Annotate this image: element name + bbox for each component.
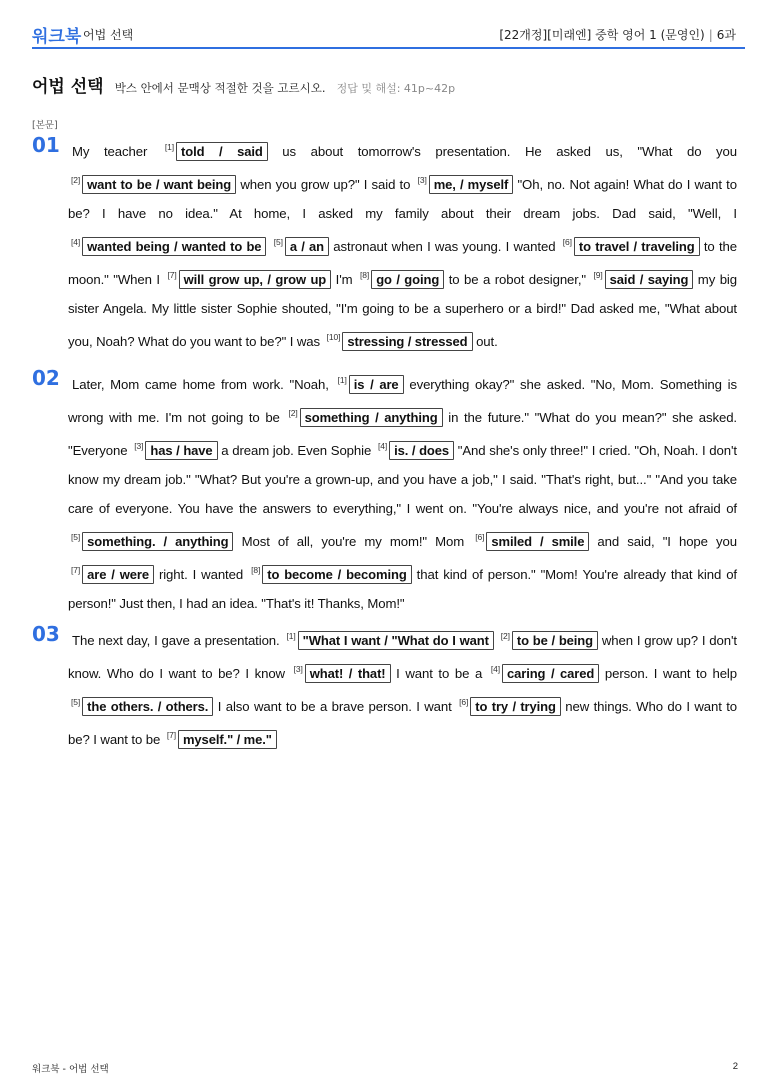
text-run: Later, Mom came home from work. "Noah,: [72, 377, 335, 392]
blank-number: [3]: [417, 175, 427, 185]
blank-number: [2]: [71, 175, 81, 185]
text-run: my big sister Angela. My little sister Sophie shouted, "I'm going to be a superhero or a bird!" Dad asked me, "What about you, Noah? What do you want to be?" I was: [68, 272, 737, 349]
text-run: My teacher: [72, 144, 162, 159]
page-header: [0, 0, 768, 50]
choice-box[interactable]: to try / trying: [470, 697, 561, 716]
brand-title: 워크북: [32, 27, 82, 47]
text-run: when you grow up?" I said to: [236, 177, 415, 192]
blank-number: [5]: [71, 697, 81, 707]
blank-number: [3]: [293, 664, 303, 674]
choice-box[interactable]: will grow up, / grow up: [179, 270, 332, 289]
choice-box[interactable]: are / were: [82, 565, 154, 584]
text-run: I also want to be a brave person. I want: [213, 699, 457, 714]
header-divider: [32, 47, 745, 49]
blank-number: [5]: [71, 532, 81, 542]
blank-number: [9]: [593, 270, 603, 280]
choice-box[interactable]: want to be / want being: [82, 175, 236, 194]
text-run: us about tomorrow's presentation. He asked us, "What do you: [267, 144, 737, 159]
text-run: The next day, I gave a presentation.: [72, 633, 284, 648]
text-run: I'm: [331, 272, 358, 287]
blank-number: [4]: [71, 237, 81, 247]
choice-box[interactable]: to be / being: [512, 631, 598, 650]
blank-number: [10]: [326, 332, 341, 342]
text-run: person. I want to help: [599, 666, 737, 681]
instruction-text: 박스 안에서 문맥상 적절한 것을 고르시오.: [114, 81, 326, 95]
passage: [68, 133, 737, 356]
choice-box[interactable]: stressing / stressed: [342, 332, 472, 351]
blank-number: [4]: [490, 664, 500, 674]
text-run: [266, 239, 270, 254]
passage: [68, 366, 737, 618]
choice-box[interactable]: has / have: [145, 441, 217, 460]
blank-number: [3]: [134, 441, 144, 451]
text-run: in the future." "What do you mean?" she asked. "Everyone: [68, 410, 737, 458]
choice-box[interactable]: go / going: [371, 270, 444, 289]
text-run: right. I wanted: [153, 567, 249, 582]
text-run: [494, 633, 498, 648]
text-run: out.: [472, 334, 498, 349]
blank-number: [4]: [377, 441, 388, 451]
text-run: new things. Who do I want to be? I want to be: [68, 699, 738, 747]
blank-number: [7]: [167, 270, 177, 280]
text-run: to be a robot designer,": [444, 272, 591, 287]
divider: |: [708, 28, 713, 42]
blank-number: [8]: [251, 565, 261, 575]
blank-number: [1]: [286, 631, 296, 641]
text-run: "And she's only three!" I cried. "Oh, Noah. I don't know my dream job." "What? But you're a grown-up, and you have a job," I said. "That's right, but..." "And you take care of everyone. You have the answers to everything," I went on. "You're always nice, and you're not afraid of: [68, 443, 737, 516]
section-number: 01: [32, 133, 60, 157]
blank-number: [6]: [562, 237, 572, 247]
blank-number: [7]: [71, 565, 81, 575]
text-run: that kind of person." "Mom! You're already that kind of person!" Just then, I had an idea. "That's it! Thanks, Mom!": [68, 567, 737, 611]
choice-box[interactable]: said / saying: [605, 270, 694, 289]
blank-number: [6]: [475, 532, 485, 542]
text-run: I want to be a: [390, 666, 488, 681]
choice-box[interactable]: something / anything: [300, 408, 443, 427]
section-03: [32, 622, 737, 754]
passage: [68, 622, 737, 754]
choice-box[interactable]: to become / becoming: [262, 565, 411, 584]
blank-number: [5]: [273, 237, 283, 247]
blank-number: [8]: [360, 270, 370, 280]
choice-box[interactable]: wanted being / wanted to be: [82, 237, 266, 256]
section-tag: [본문]: [32, 120, 58, 131]
text-run: to the moon." "When I: [68, 239, 737, 287]
choice-box[interactable]: the others. / others.: [82, 697, 213, 716]
section-01: [32, 133, 737, 356]
choice-box[interactable]: something. / anything: [82, 532, 233, 551]
text-run: "Oh, no. Not again! What do I want to be? I have no idea." At home, I asked my family about their dream jobs. Dad said, "Well, I: [68, 177, 737, 221]
section-02: [32, 366, 737, 618]
text-run: and said, "I hope you: [589, 534, 737, 549]
blank-number: [2]: [288, 408, 298, 418]
choice-box[interactable]: me, / myself: [429, 175, 514, 194]
choice-box[interactable]: to travel / traveling: [574, 237, 700, 256]
text-run: astronaut when I was young. I wanted: [328, 239, 560, 254]
choice-box[interactable]: is. / does: [389, 441, 454, 460]
blank-number: [7]: [166, 730, 176, 740]
section-number: 02: [32, 366, 60, 390]
text-run: a dream job. Even Sophie: [217, 443, 375, 458]
page-number: 2: [732, 1061, 738, 1072]
footer-label: 워크북 - 어법 선택: [32, 1064, 109, 1075]
choice-box[interactable]: caring / cared: [502, 664, 599, 683]
choice-box[interactable]: myself." / me.": [178, 730, 277, 749]
course-info: [499, 26, 736, 43]
blank-number: [1]: [337, 375, 347, 385]
choice-box[interactable]: a / an: [285, 237, 329, 256]
choice-box[interactable]: told / said: [176, 142, 268, 161]
blank-number: [1]: [164, 142, 175, 152]
answer-reference: 정답 및 해설: 41p~42p: [336, 82, 456, 95]
text-run: Most of all, you're my mom!" Mom: [233, 534, 473, 549]
section-number: 03: [32, 622, 60, 646]
title-row: [32, 72, 455, 97]
choice-box[interactable]: what! / that!: [305, 664, 391, 683]
text-run: everything okay?" she asked. "No, Mom. Something is wrong with me. I'm not going to be: [68, 377, 737, 425]
blank-number: [6]: [459, 697, 469, 707]
blank-number: [2]: [500, 631, 510, 641]
lesson-label: 6과: [716, 28, 736, 42]
choice-box[interactable]: is / are: [349, 375, 404, 394]
brand-subtitle: 어법 선택: [83, 28, 134, 42]
course-name: [22개정][미래엔] 중학 영어 1 (문영인): [499, 28, 705, 42]
page-title: 어법 선택: [32, 77, 104, 97]
text-run: when I grow up? I don't know. Who do I want to be? I know: [68, 633, 737, 681]
choice-box[interactable]: "What I want / "What do I want: [298, 631, 494, 650]
choice-box[interactable]: smiled / smile: [486, 532, 589, 551]
